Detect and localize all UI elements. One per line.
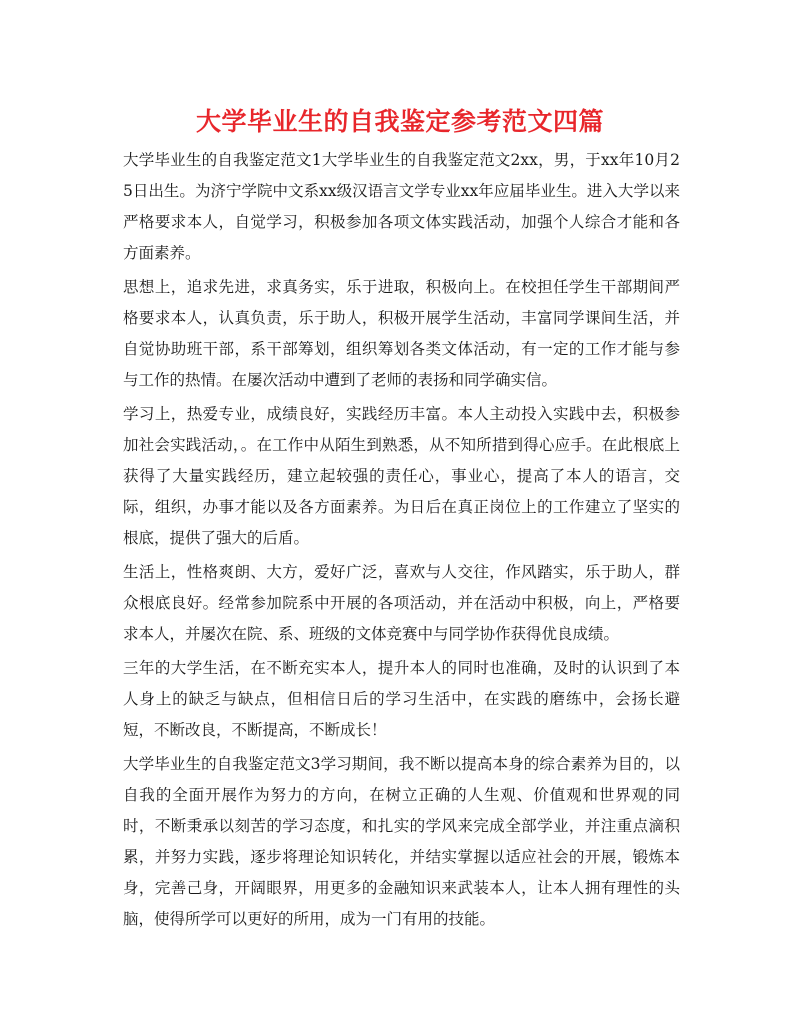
document-body <box>123 145 680 938</box>
paragraph-summary: 三年的大学生活，在不断充实本人，提升本人的同时也准确，及时的认识到了本人身上的缺乏与缺点，但相信日后的学习生活中，在实践的磨练中，会扬长避短，不断改良，不断提高，不断成长！ <box>123 659 680 739</box>
paragraph-sample-3: 大学毕业生的自我鉴定范文3学习期间，我不断以提高本身的综合素养为目的，以自我的全面开展作为努力的方向，在树立正确的人生观、价值观和世界观的同时，不断秉承以刻苦的学习态度，和扎实的学风来完成全部学业，并注重点滴积累，并努力实践，逐步将理论知识转化，并结实掌握以适应社会的开展，锻炼本身，完善己身，开阔眼界，用更多的金融知识来武装本人，让本人拥有理性的头脑，使得所学可以更好的所用，成为一门有用的技能。 <box>123 755 680 928</box>
paragraph-thought: 思想上，追求先进，求真务实，乐于进取，积极向上。在校担任学生干部期间严格要求本人，认真负责，乐于助人，积极开展学生活动，丰富同学课间生活，并自觉协助班干部，系干部筹划，组织筹划各类文体活动，有一定的工作才能与参与工作的热情。在屡次活动中遭到了老师的表扬和同学确实信。 <box>123 278 680 389</box>
paragraph-life: 生活上，性格爽朗、大方，爱好广泛，喜欢与人交往，作风踏实，乐于助人，群众根底良好。经常参加院系中开展的各项活动，并在活动中积极，向上，严格要求本人，并屡次在院、系、班级的文体竞赛中与同学协作获得优良成绩。 <box>123 563 680 643</box>
document-title: 大学毕业生的自我鉴定参考范文四篇 <box>195 107 604 136</box>
paragraph-intro: 大学毕业生的自我鉴定范文1大学毕业生的自我鉴定范文2xx，男，于xx年10月25日出生。为济宁学院中文系xx级汉语言文学专业xx年应届毕业生。进入大学以来严格要求本人，自觉学习，积极参加各项文体实践活动，加强个人综合才能和各方面素养。 <box>123 151 680 262</box>
paragraph-study: 学习上，热爱专业，成绩良好，实践经历丰富。本人主动投入实践中去，积极参加社会实践活动，。在工作中从陌生到熟悉，从不知所措到得心应手。在此根底上获得了大量实践经历，建立起较强的责任心，事业心，提高了本人的语言，交际，组织，办事才能以及各方面素养。为日后在真正岗位上的工作建立了坚实的根底，提供了强大的后盾。 <box>123 405 680 547</box>
